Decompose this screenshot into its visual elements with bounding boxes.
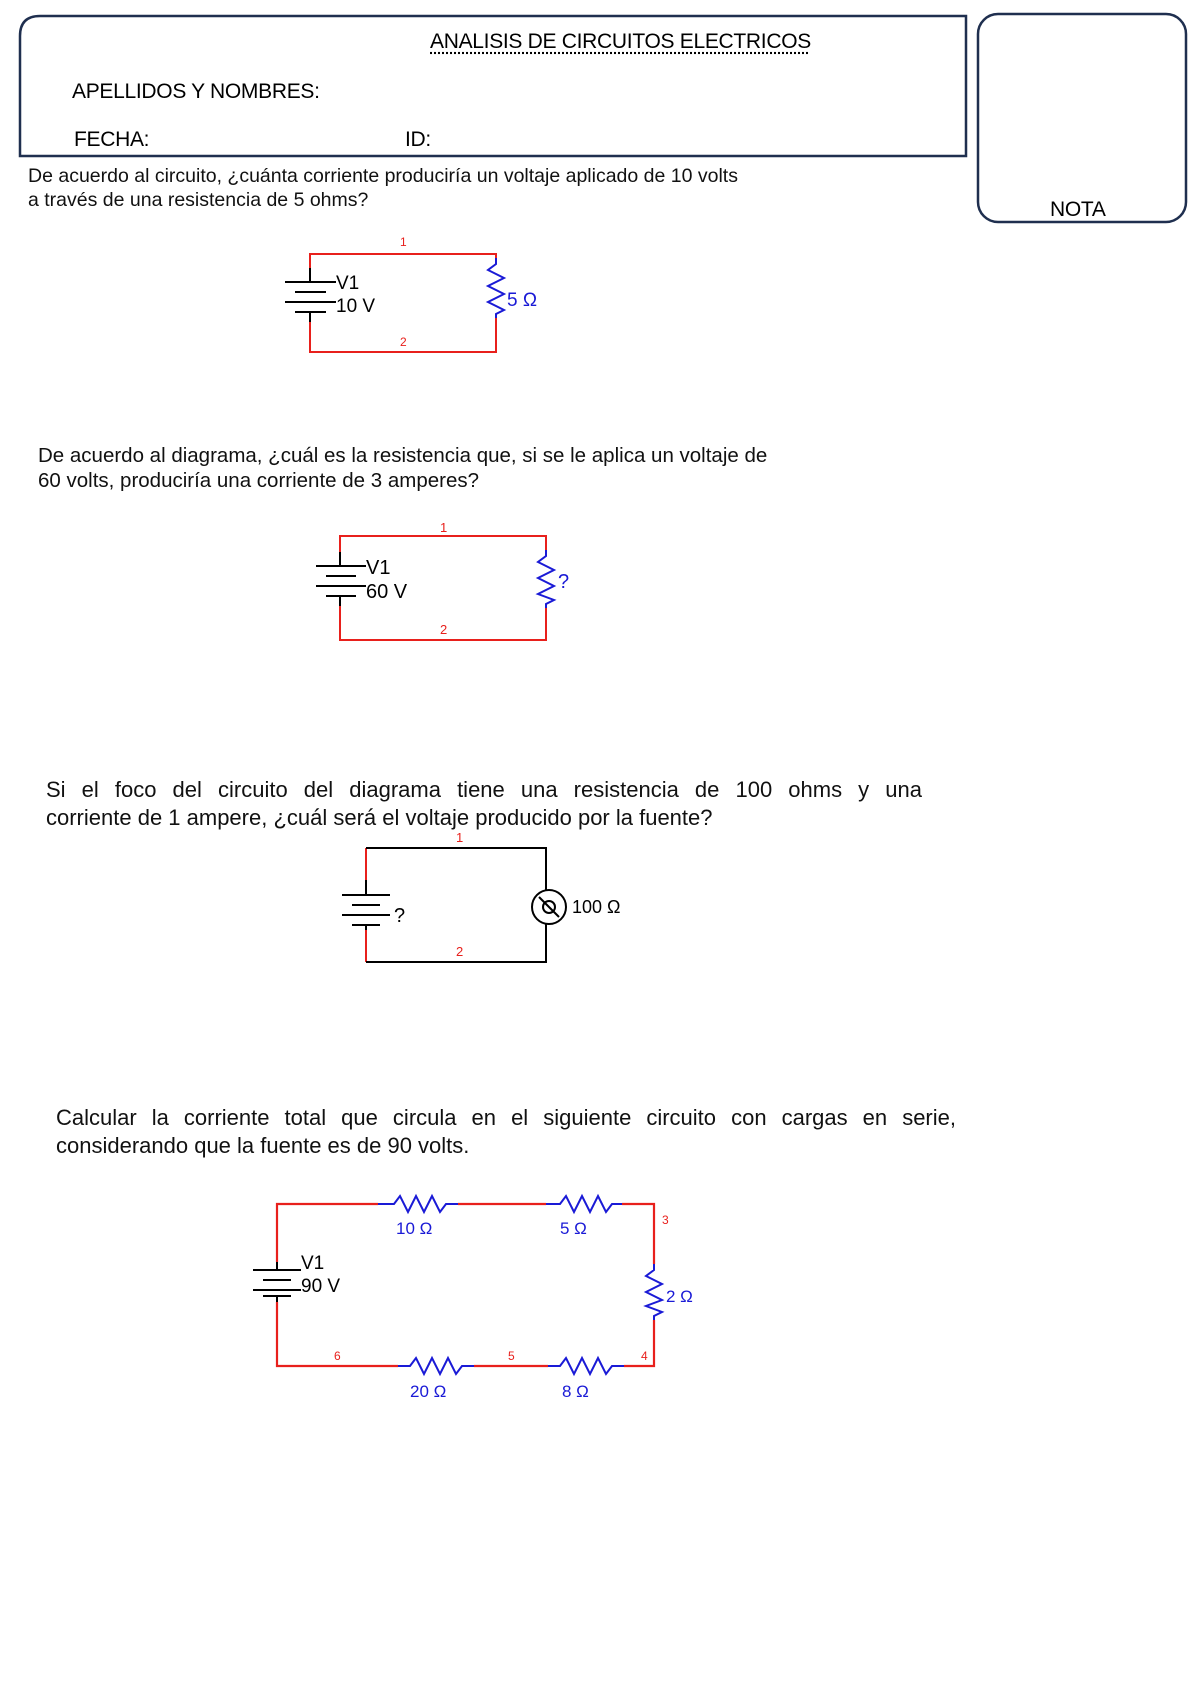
resistor-2-symbol	[646, 1264, 662, 1320]
source-name: V1	[336, 273, 360, 294]
source-value: 60 V	[366, 581, 408, 603]
load-value: 5 Ω	[507, 290, 538, 311]
question-4-line-2: considerando que la fuente es de 90 volts.	[56, 1133, 470, 1158]
question-4-line-1: Calcular la corriente total que circula en el siguiente circuito con cargas en serie,	[56, 1105, 956, 1130]
resistor-label: 20 Ω	[410, 1382, 447, 1401]
question-1-line-1: De acuerdo al circuito, ¿cuánta corriente produciría un voltaje aplicado de 10 volts	[28, 165, 738, 187]
resistor-label: 10 Ω	[396, 1219, 433, 1238]
question-2-line-2: 60 volts, produciría una corriente de 3 amperes?	[38, 469, 480, 492]
resistor-label: 5 Ω	[560, 1219, 587, 1238]
source-value: ?	[394, 905, 406, 927]
node-label: 2	[456, 944, 464, 959]
question-1-line-2: a través de una resistencia de 5 ohms?	[28, 189, 369, 211]
names-label: APELLIDOS Y NOMBRES:	[72, 80, 320, 103]
node-label: 2	[440, 622, 448, 637]
battery-symbol	[253, 1262, 301, 1302]
node-label: 5	[508, 1349, 515, 1363]
source-value: 10 V	[336, 296, 376, 317]
source-value: 90 V	[301, 1276, 341, 1297]
id-label: ID:	[405, 128, 431, 151]
lamp-value: 100 Ω	[572, 897, 621, 917]
wire-top-right	[622, 1204, 654, 1264]
node-label: 4	[641, 1349, 648, 1363]
question-3-line-1: Si el foco del circuito del diagrama tiene una resistencia de 100 ohms y una	[46, 777, 922, 802]
node-label: 6	[334, 1349, 341, 1363]
question-2-line-1: De acuerdo al diagrama, ¿cuál es la resistencia que, si se le aplica un voltaje de	[38, 444, 768, 467]
wire-top-left	[277, 1204, 378, 1262]
node-label: 1	[400, 235, 407, 249]
page-title: ANALISIS DE CIRCUITOS ELECTRICOS	[430, 30, 811, 53]
date-label: FECHA:	[74, 128, 150, 151]
wire-bottom-right	[624, 1320, 654, 1366]
source-name: V1	[301, 1253, 325, 1274]
source-name: V1	[366, 557, 391, 579]
resistor-label: 8 Ω	[562, 1382, 589, 1401]
resistor-5-symbol	[546, 1196, 622, 1212]
node-label: 1	[456, 830, 464, 845]
grade-label: NOTA	[1050, 198, 1106, 221]
node-label: 3	[662, 1213, 669, 1227]
resistor-8-symbol	[548, 1358, 624, 1374]
node-label: 1	[440, 520, 448, 535]
resistor-10-symbol	[378, 1196, 458, 1212]
resistor-label: 2 Ω	[666, 1287, 693, 1306]
load-value: ?	[558, 571, 570, 593]
node-label: 2	[400, 335, 407, 349]
question-3-line-2: corriente de 1 ampere, ¿cuál será el voltaje producido por la fuente?	[46, 805, 713, 830]
resistor-20-symbol	[398, 1358, 474, 1374]
